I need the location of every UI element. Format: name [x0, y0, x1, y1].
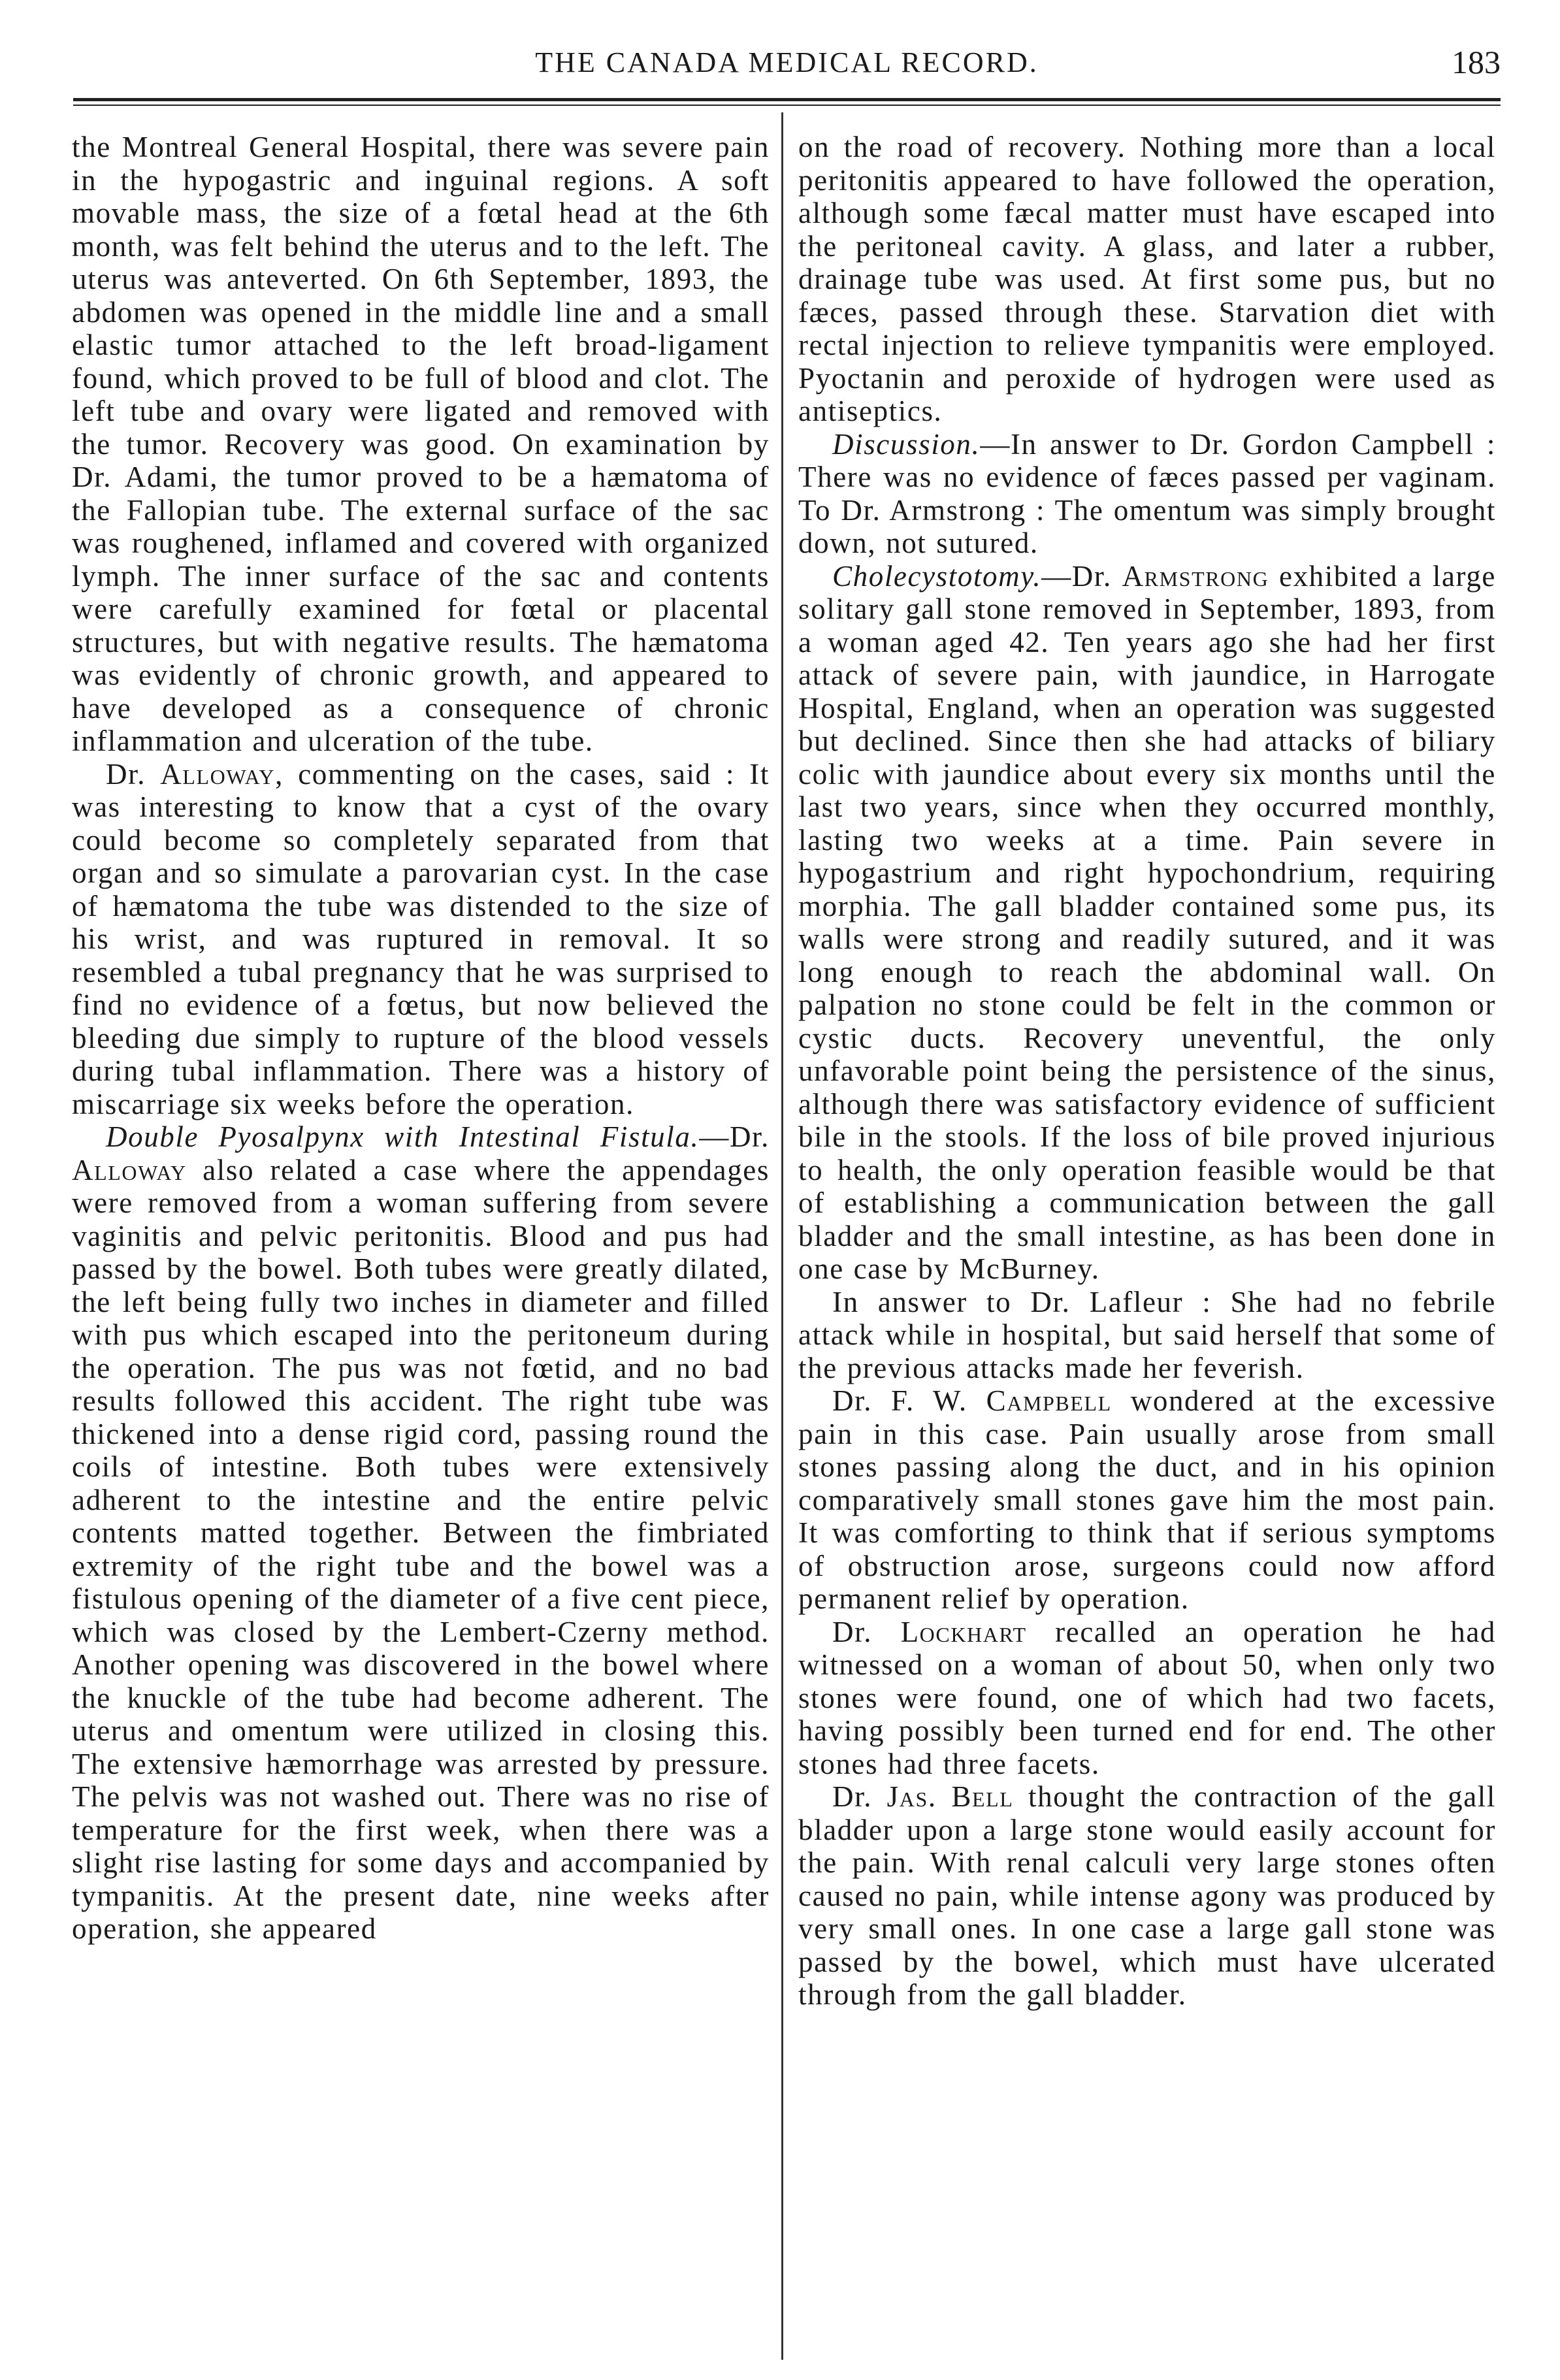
paragraph-text: also related a case where the appendages were removed from a woman suffering from severe vaginitis and pelvic peritonitis. Blood and pus had passed by the bowel. Both tubes were greatly dilated, the left being fully two inches in diameter and filled with pus which escaped into the peritoneum during the operation. The pus was not fœtid, and no bad results followed this accident. The right tube was thickened into a dense rigid cord, passing round the coils of intestine. Both tubes were extensively adherent to the intestine and the entire pelvic contents matted together. Between the fimbriated extremity of the right tube and the bowel was a fistulous opening of the diameter of a five cent piece, which was closed by the Lembert-Czerny method. Another opening was discovered in the bowel where the knuckle of the tube had become adherent. The uterus and omentum were utilized in closing this. The extensive hæmorrhage was arrested by pressure. The pelvis was not washed out. There was no rise of temperature for the first week, when there was a slight rise lasting for some days and accompanied by tympanitis. At the present date, nine weeks after operation, she appeared [72, 1153, 770, 1945]
paragraph-text: —Dr. [699, 1120, 770, 1153]
header-rule-thin [73, 105, 1501, 106]
paragraph [798, 1616, 1496, 1781]
speaker-name: Lockhart [900, 1615, 1027, 1648]
speaker-name: Jas. Bell [886, 1780, 1014, 1813]
paragraph-text: Dr. [832, 1615, 901, 1648]
paragraph [72, 1120, 770, 1946]
paragraph-text: wondered at the excessive pain in this case. Pain usually arose from small stones passing along the duct, and in his opinion comparatively small stones gave him the most pain. It was comforting to think that if serious symptoms of obstruction arose, surgeons could now afford permanent relief by operation. [798, 1384, 1496, 1615]
column-divider [781, 112, 783, 2360]
paragraph-text: thought the contraction of the gall bladder upon a large stone would easily account for the pain. With renal calculi very large stones often caused no pain, while intense agony was produced by very small ones. In one case a large gall stone was passed by the bowel, which must have ulcerated through from the gall bladder. [798, 1780, 1496, 2011]
paragraph-text: In answer to Dr. Lafleur : She had no febrile attack while in hospital, but said herself that some of the previous attacks made her feverish. [798, 1285, 1496, 1384]
section-heading: Discussion. [832, 427, 981, 461]
left-column [72, 131, 770, 1946]
section-heading: Cholecystotomy. [832, 559, 1042, 593]
paragraph-text: Dr. F. W. [832, 1384, 986, 1417]
running-header [73, 41, 1501, 86]
paragraph-text: the Montreal General Hospital, there was severe pain in the hypogastric and inguinal regions. A soft movable mass, the size of a fœtal head at the 6th month, was felt behind the uterus and to the left. The uterus was anteverted. On 6th September, 1893, the abdomen was opened in the middle line and a small elastic tumor attached to the left broad-ligament found, which proved to be full of blood and clot. The left tube and ovary were ligated and removed with the tumor. Recovery was good. On examination by Dr. Adami, the tumor proved to be a hæmatoma of the Fallopian tube. The external surface of the sac was roughened, inflamed and covered with organized lymph. The inner surface of the sac and contents were carefully examined for fœtal or placental structures, but with negative results. The hæmatoma was evidently of chronic growth, and appeared to have developed as a consequence of chronic inflammation and ulceration of the tube. [72, 131, 770, 757]
running-title: THE CANADA MEDICAL RECORD. [535, 46, 1039, 78]
speaker-name: Campbell [986, 1384, 1112, 1417]
paragraph-text: , commenting on the cases, said : It was interesting to know that a cyst of the ovary could become so completely separated from that organ and so simulate a parovarian cyst. In the case of hæmatoma the tube was distended to the size of his wrist, and was ruptured in removal. It so resembled a tubal pregnancy that he was surprised to find no evidence of a fœtus, but now believed the bleeding due simply to rupture of the blood vessels during tubal inflammation. There was a history of miscarriage six weeks before the operation. [72, 757, 770, 1120]
paragraph-text: Dr. [832, 1780, 887, 1813]
paragraph [798, 1780, 1496, 2012]
paragraph [798, 1286, 1496, 1385]
paragraph-text: —Dr. [1041, 559, 1122, 593]
header-rule-thick [73, 98, 1501, 101]
right-column [798, 131, 1496, 2012]
section-heading: Double Pyosalpynx with Intestinal Fistula. [106, 1120, 700, 1153]
speaker-name: Alloway [160, 757, 276, 791]
paragraph [72, 131, 770, 758]
paragraph [798, 1384, 1496, 1616]
paragraph-text: Dr. [106, 757, 161, 791]
paragraph-text: —In answer to Dr. Gordon Campbell : There was no evidence of fæces passed per vaginam. To Dr. Armstrong : The omentum was simply brought down, not sutured. [798, 427, 1496, 559]
paragraph [72, 758, 770, 1121]
page-number: 183 [1452, 44, 1501, 80]
paragraph-text: on the road of recovery. Nothing more than a local peritonitis appeared to have followed the operation, although some fæcal matter must have escaped into the peritoneal cavity. A glass, and later a rubber, drainage tube was used. At first some pus, but no fæces, passed through these. Starvation diet with rectal injection to relieve tympanitis were employed. Pyoctanin and peroxide of hydrogen were used as antiseptics. [798, 131, 1496, 427]
paragraph-text: recalled an operation he had witnessed on a woman of about 50, when only two stones were found, one of which had two facets, having possibly been turned end for end. The other stones had three facets. [798, 1615, 1496, 1780]
speaker-name: Armstrong [1122, 559, 1269, 593]
paragraph [798, 428, 1496, 560]
paragraph [798, 560, 1496, 1286]
paragraph [798, 131, 1496, 428]
paragraph-text: exhibited a large solitary gall stone removed in September, 1893, from a woman aged 42. Ten years ago she had her first attack of severe pain, with jaundice, in Harrogate Hospital, England, when an operation was suggested but declined. Since then she had attacks of biliary colic with jaundice about every six months until the last two years, since when they occurred monthly, lasting two weeks at a time. Pain severe in hypogastrium and right hypochondrium, requiring morphia. The gall bladder contained some pus, its walls were strong and readily sutured, and it was long enough to reach the abdominal wall. On palpation no stone could be felt in the common or cystic ducts. Recovery uneventful, the only unfavorable point being the persistence of the sinus, although there was satisfactory evidence of sufficient bile in the stools. If the loss of bile proved injurious to health, the only operation feasible would be that of establishing a communication between the gall bladder and the small intestine, as has been done in one case by McBurney. [798, 559, 1496, 1285]
speaker-name: Alloway [72, 1153, 187, 1186]
